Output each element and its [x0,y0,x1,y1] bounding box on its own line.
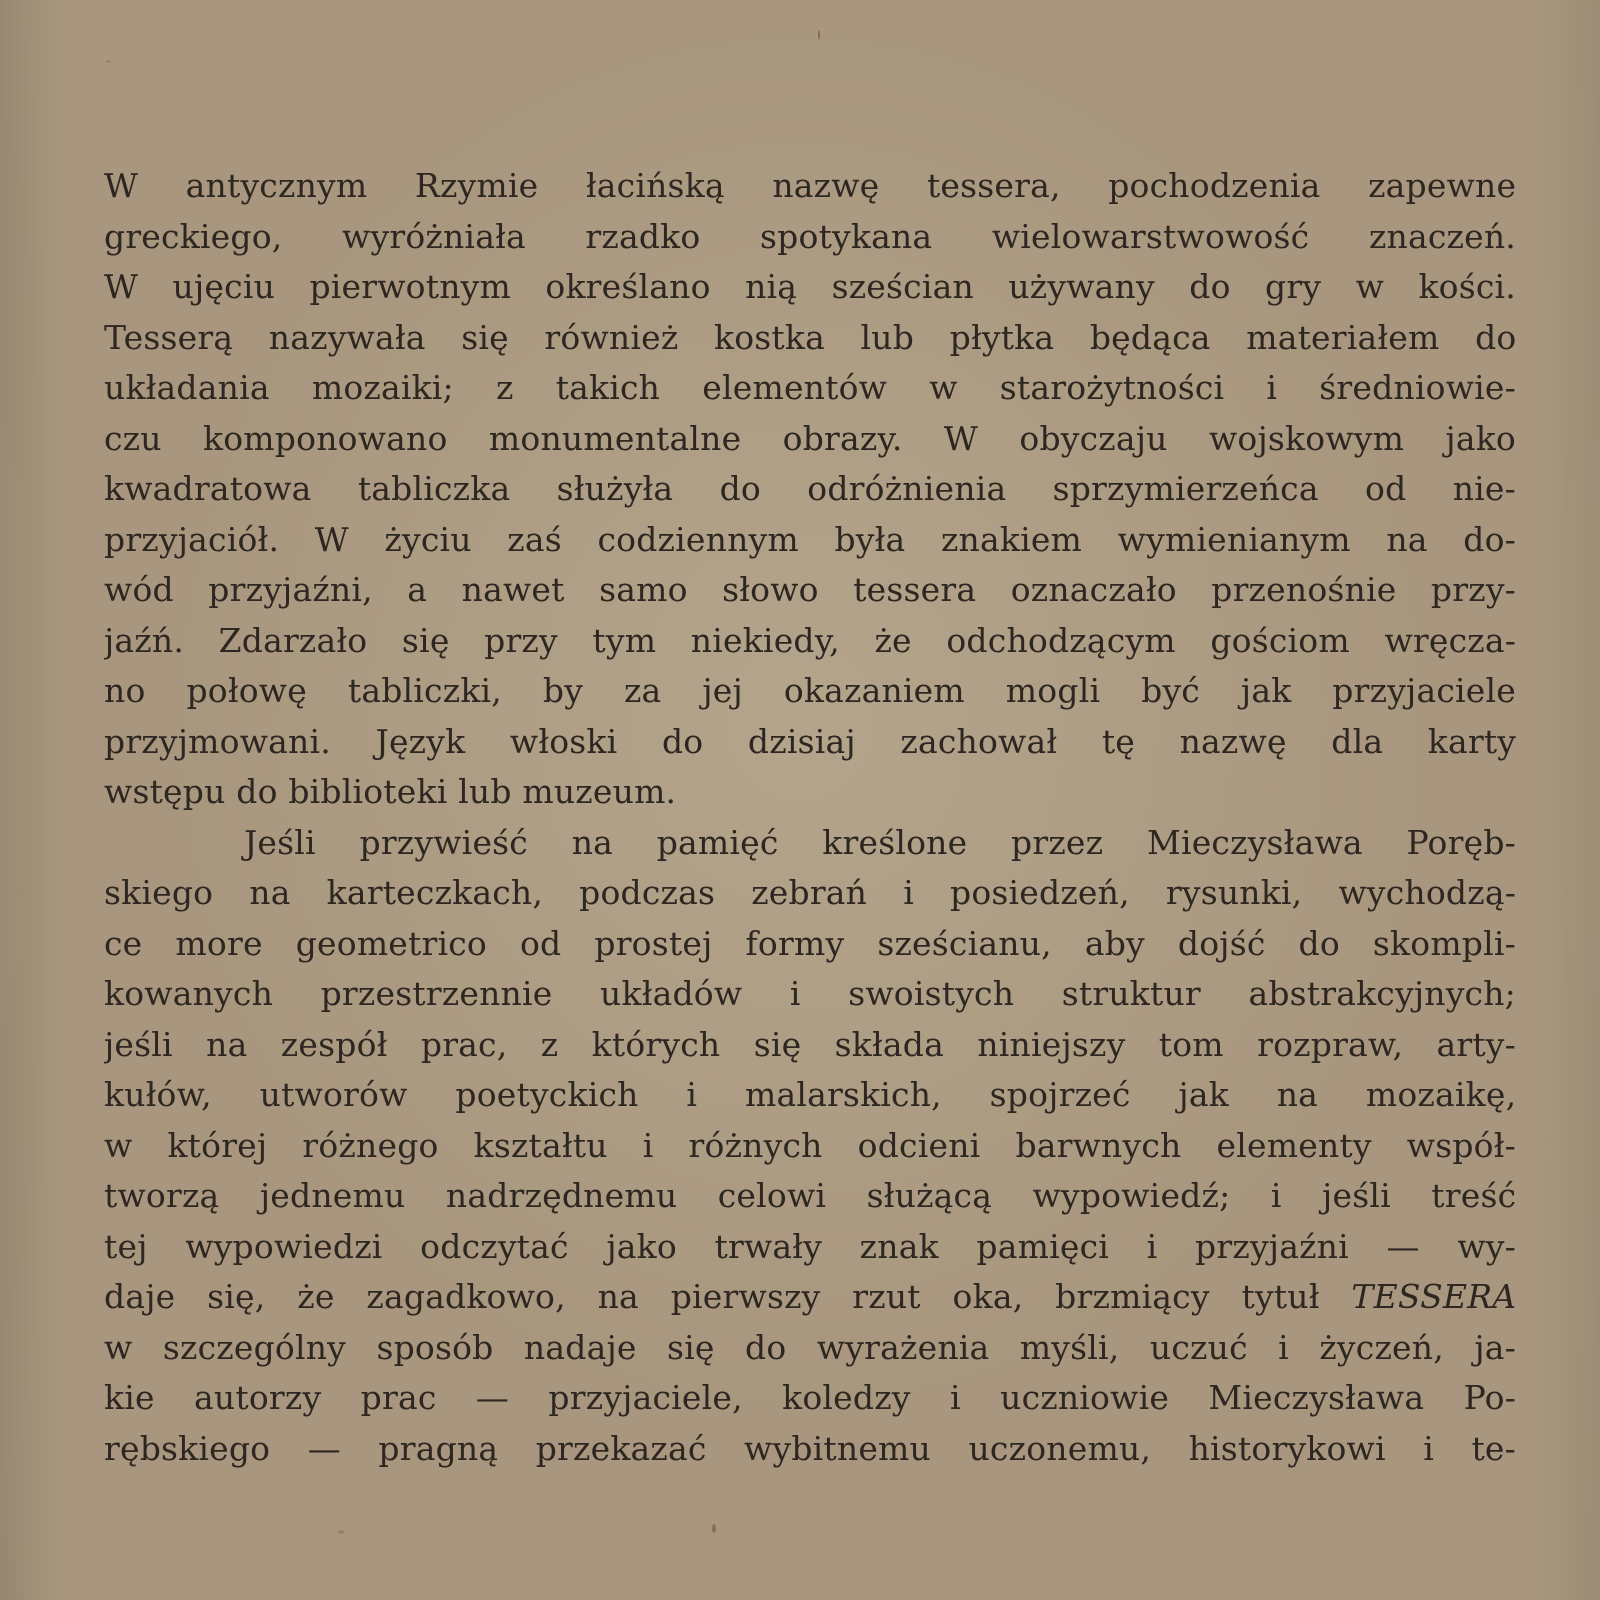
paragraph-1 [104,161,1516,818]
paper-speck [818,30,820,40]
text-line: kwadratowa tabliczka służyła do odróżnienia sprzymierzeńca od nie- [104,469,1516,508]
text-line: rębskiego — pragną przekazać wybitnemu uczonemu, historykowi i te- [104,1428,1516,1468]
text-line: wstępu do biblioteki lub muzeum. [104,772,677,811]
text-run: daje się, że zagadkowo, na pierwszy rzut oka, brzmiący tytuł [104,1277,1352,1316]
text-line: jaźń. Zdarzało się przy tym niekiedy, że odchodzącym gościom wręcza- [104,620,1516,660]
paper-speck [338,1530,344,1534]
text-line: tej wypowiedzi odczytać jako trwały znak pamięci i przyjaźni — wy- [104,1226,1516,1266]
text-line: kułów, utworów poetyckich i malarskich, spojrzeć jak na mozaikę, [104,1075,1516,1114]
paragraph-2 [104,818,1516,1475]
text-line: wód przyjaźni, a nawet samo słowo tessera oznaczało przenośnie przy- [104,570,1516,609]
text-line-with-title [104,1272,1516,1323]
text-line: no połowę tabliczki, by za jej okazaniem mogli być jak przyjaciele [104,671,1516,710]
paper-speck [712,1524,716,1533]
text-line: ce more geometrico od prostej formy sześcianu, aby dojść do skompli- [104,923,1516,963]
text-line: Jeśli przywieść na pamięć kreślone przez Mieczysława Poręb- [244,822,1516,862]
text-line: Tesserą nazywała się również kostka lub płytka będąca materiałem do [104,317,1516,357]
paper-speck [106,60,111,63]
text-line: kowanych przestrzennie układów i swoistych struktur abstrakcyjnych; [104,974,1516,1013]
text-line: przyjaciół. W życiu zaś codziennym była znakiem wymienianym na do- [104,519,1516,559]
text-line: w której różnego kształtu i różnych odcieni barwnych elementy współ- [104,1125,1516,1165]
text-line: układania mozaiki; z takich elementów w starożytności i średniowie- [104,368,1516,407]
text-line: skiego na karteczkach, podczas zebrań i posiedzeń, rysunki, wychodzą- [104,873,1516,912]
body-text [104,161,1516,1474]
text-line: W ujęciu pierwotnym określano nią sześcian używany do gry w kości. [104,267,1516,306]
text-line: jeśli na zespół prac, z których się składa niniejszy tom rozpraw, arty- [104,1024,1516,1064]
book-title: TESSERA [1351,1277,1516,1316]
text-line: przyjmowani. Język włoski do dzisiaj zachował tę nazwę dla karty [104,721,1516,761]
text-line: w szczególny sposób nadaje się do wyrażenia myśli, uczuć i życzeń, ja- [104,1327,1516,1367]
text-line: kie autorzy prac — przyjaciele, koledzy i uczniowie Mieczysława Po- [104,1378,1516,1417]
text-line: W antycznym Rzymie łacińską nazwę tessera, pochodzenia zapewne [104,166,1516,205]
text-line: czu komponowano monumentalne obrazy. W obyczaju wojskowym jako [104,418,1516,458]
text-line: greckiego, wyróżniała rzadko spotykana wielowarstwowość znaczeń. [104,216,1516,256]
text-line: tworzą jednemu nadrzędnemu celowi służącą wypowiedź; i jeśli treść [104,1176,1516,1215]
